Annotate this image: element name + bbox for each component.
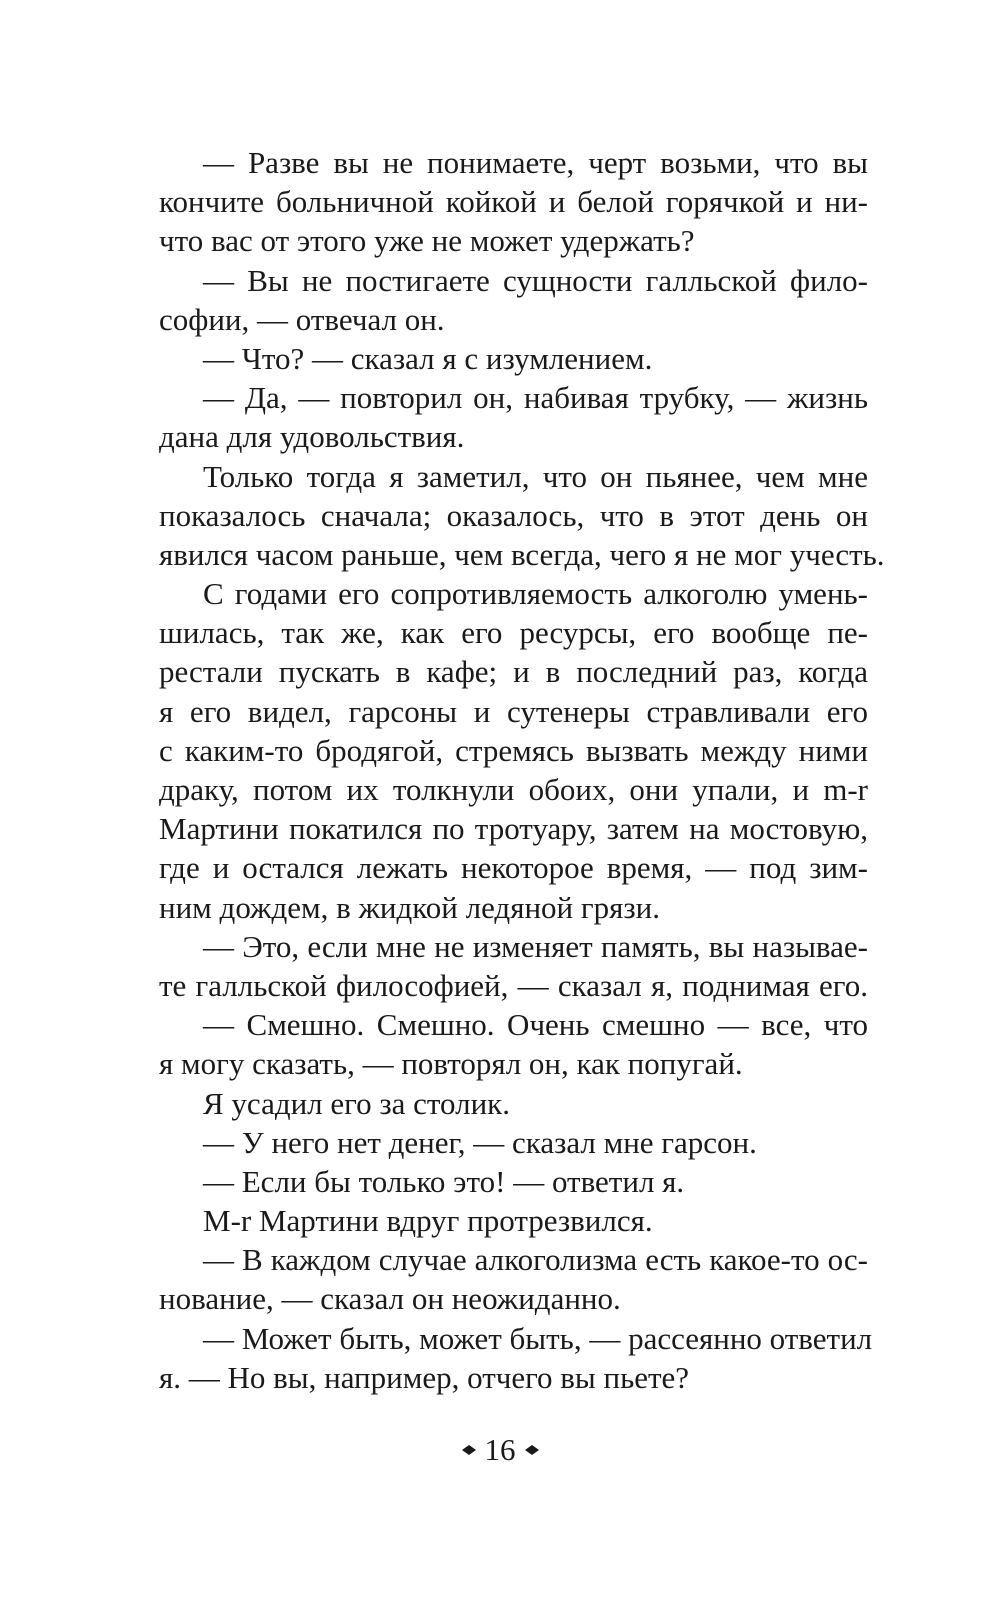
text-line: ним дождем, в жидкой ледяной грязи. bbox=[159, 889, 660, 925]
text-line: Только тогда я заметил, что он пьянее, чем мне bbox=[203, 458, 868, 494]
page-number-footer bbox=[0, 1430, 1000, 1470]
text-line: я его видел, гарсоны и сутенеры стравливали его bbox=[159, 693, 868, 729]
text-line: нование, — сказал он неожиданно. bbox=[159, 1281, 621, 1317]
text-line: — Может быть, может быть, — рассеянно ответил bbox=[203, 1320, 873, 1356]
text-line: С годами его сопротивляемость алкоголю умень- bbox=[203, 576, 868, 612]
diamond-ornament-icon bbox=[524, 1442, 540, 1458]
text-line: те галльской философией, — сказал я, поднимая его. bbox=[159, 967, 868, 1003]
text-line: — Вы не постигаете сущности галльской фило- bbox=[203, 262, 868, 298]
text-line: кончите больничной койкой и белой горячкой и ни- bbox=[159, 184, 868, 220]
text-line: дана для удовольствия. bbox=[159, 419, 465, 455]
text-line: где и остался лежать некоторое время, — под зим- bbox=[159, 850, 868, 886]
text-line: — Смешно. Смешно. Очень смешно — все, что bbox=[203, 1007, 868, 1043]
text-line: — Что? — сказал я с изумлением. bbox=[203, 340, 653, 376]
text-line: явился часом раньше, чем всегда, чего я не мог учесть. bbox=[159, 536, 885, 572]
text-line: M-r Мартини вдруг протрезвился. bbox=[203, 1203, 653, 1239]
text-line: с каким-то бродягой, стремясь вызвать между ними bbox=[159, 732, 868, 768]
diamond-ornament-icon bbox=[461, 1442, 477, 1458]
text-line: драку, потом их толкнули обоих, они упали, и m-r bbox=[159, 772, 868, 807]
text-line: — Это, если мне не изменяет память, вы называе- bbox=[203, 928, 868, 964]
page-number: 16 bbox=[484, 1432, 516, 1467]
text-line: Я усадил его за столик. bbox=[203, 1085, 510, 1121]
text-line: софии, — отвечал он. bbox=[159, 301, 445, 337]
text-line: шилась, так же, как его ресурсы, его вообще пе- bbox=[159, 615, 868, 651]
text-line: — У него нет денег, — сказал мне гарсон. bbox=[203, 1124, 757, 1160]
text-line: рестали пускать в кафе; и в последний раз, когда bbox=[159, 654, 868, 690]
text-line: — Разве вы не понимаете, черт возьми, что вы bbox=[203, 145, 868, 180]
text-line: Мартини покатился по тротуару, затем на мостовую, bbox=[159, 811, 868, 847]
text-line: — В каждом случае алкоголизма есть какое-то ос- bbox=[203, 1242, 868, 1278]
text-line: я. — Но вы, например, отчего вы пьете? bbox=[159, 1359, 690, 1395]
text-line: показалось сначала; оказалось, что в этот день он bbox=[159, 497, 868, 533]
text-line: — Если бы только это! — ответил я. bbox=[203, 1163, 685, 1199]
page-text bbox=[159, 143, 885, 1397]
text-line: я могу сказать, — повторял он, как попугай. bbox=[159, 1046, 743, 1082]
text-line: что вас от этого уже не может удержать? bbox=[159, 223, 695, 259]
text-line: — Да, — повторил он, набивая трубку, — жизнь bbox=[203, 380, 868, 416]
